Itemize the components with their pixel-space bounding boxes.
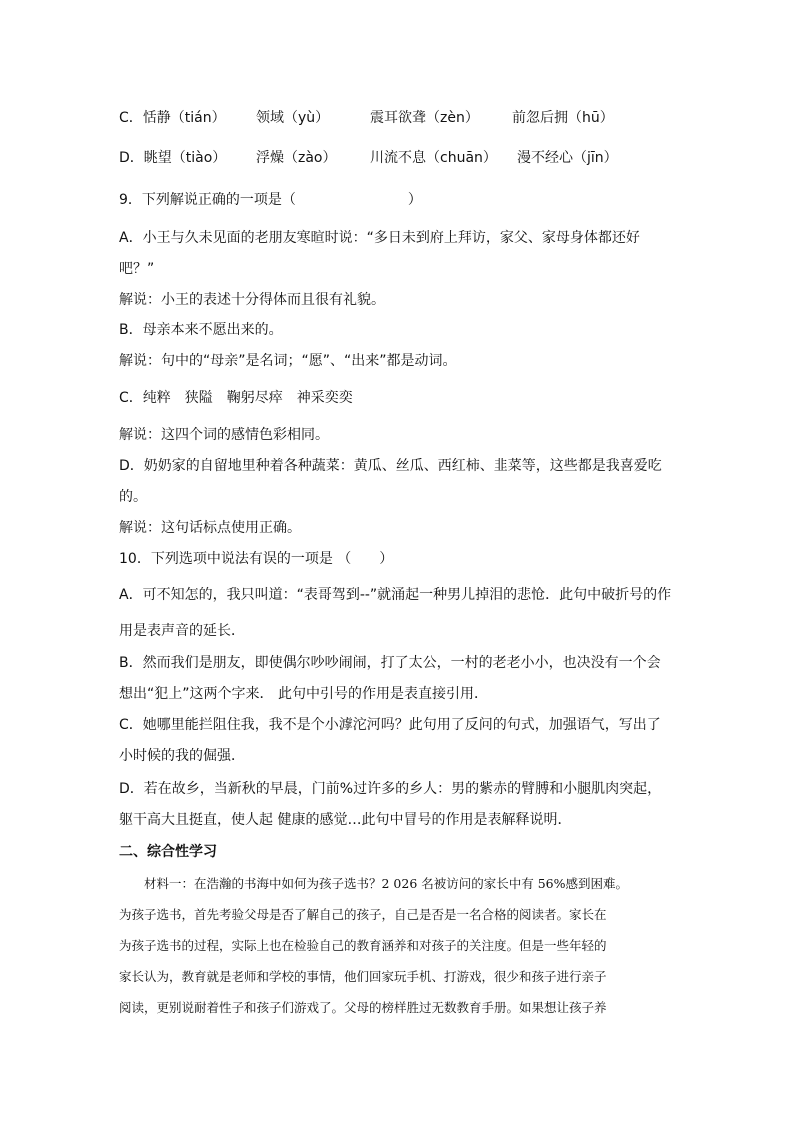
q8-d-word-3: 川流不息（chuān） <box>370 150 497 166</box>
section-title: 二、综合性学习 <box>119 844 217 860</box>
q9-option-d-line1: D．奶奶家的自留地里种着各种蔬菜：黄瓜、丝瓜、西红柿、韭菜等，这些都是我喜爱吃 <box>119 458 662 474</box>
q10-option-b-line1: B．然而我们是朋友，即使偶尔吵吵闹闹，打了太公，一村的老老小小，也决没有一个会 <box>119 655 661 671</box>
q10-stem: 10．下列选项中说法有误的一项是 （ ） <box>119 551 394 567</box>
material-line-4: 家长认为，教育就是老师和学校的事情，他们回家玩手机、打游戏，很少和孩子进行亲子 <box>119 969 607 984</box>
q8-d-word-1: D．眺望（tiào） <box>119 150 227 166</box>
q10-option-d-line2: 躯干高大且挺直，使人起 健康的感觉…此句中冒号的作用是表解释说明． <box>119 812 572 828</box>
q9-option-b-explanation: 解说：句中的“母亲”是名词；“愿”、“出来”都是动词。 <box>119 353 457 369</box>
q9-option-a-line2: 吧？” <box>119 261 155 277</box>
q9-option-c: C．纯粹 狭隘 鞠躬尽瘁 神采奕奕 <box>119 390 353 406</box>
q9-stem: 9．下列解说正确的一项是（ ） <box>119 192 422 208</box>
q8-c-word-3: 震耳欲聋（zèn） <box>370 110 479 126</box>
q10-option-c-line2: 小时候的我的倔强． <box>119 748 245 764</box>
q8-c-word-1: C．恬静（tián） <box>119 110 226 126</box>
material-line-1: 材料一：在浩瀚的书海中如何为孩子选书？2 026 名被访问的家长中有 56%感到困难。 <box>119 876 629 891</box>
q8-c-word-4: 前忽后拥（hū） <box>512 110 614 126</box>
q10-option-a-line1: A．可不知怎的，我只叫道：“表哥驾到--”就涌起一种男儿掉泪的悲怆．此句中破折号的作 <box>119 587 672 603</box>
q9-option-b: B．母亲本来不愿出来的。 <box>119 322 283 338</box>
q8-d-word-2: 浮燥（zào） <box>256 150 337 166</box>
q9-option-a-explanation: 解说：小王的表述十分得体而且很有礼貌。 <box>119 292 385 308</box>
q9-option-c-explanation: 解说：这四个词的感情色彩相同。 <box>119 427 329 443</box>
q9-option-d-line2: 的。 <box>119 489 147 505</box>
material-line-3: 为孩子选书的过程，实际上也在检验自己的教育涵养和对孩子的关注度。但是一些年轻的 <box>119 938 607 953</box>
q10-option-b-line2: 想出“犯上”这两个字来． 此句中引号的作用是表直接引用． <box>119 686 488 702</box>
q9-option-a-line1: A．小王与久未见面的老朋友寒暄时说：“多日未到府上拜访，家父、家母身体都还好 <box>119 230 640 246</box>
material-line-2: 为孩子选书，首先考验父母是否了解自己的孩子，自己是否是一名合格的阅读者。家长在 <box>119 907 607 922</box>
q10-option-d-line1: D．若在故乡，当新秋的早晨，门前%过许多的乡人：男的紫赤的臂膊和小腿肌肉突起， <box>119 781 662 797</box>
q8-c-word-2: 领域（yù） <box>256 110 330 126</box>
q10-option-c-line1: C．她哪里能拦阻住我，我不是个小滹沱河吗？此句用了反问的句式，加强语气，写出了 <box>119 717 661 733</box>
q10-option-a-line2: 用是表声音的延长． <box>119 623 245 639</box>
q8-d-word-4: 漫不经心（jīn） <box>517 150 618 166</box>
material-line-5: 阅读，更别说耐着性子和孩子们游戏了。父母的榜样胜过无数教育手册。如果想让孩子养 <box>119 1000 607 1015</box>
q9-option-d-explanation: 解说：这句话标点使用正确。 <box>119 520 301 536</box>
